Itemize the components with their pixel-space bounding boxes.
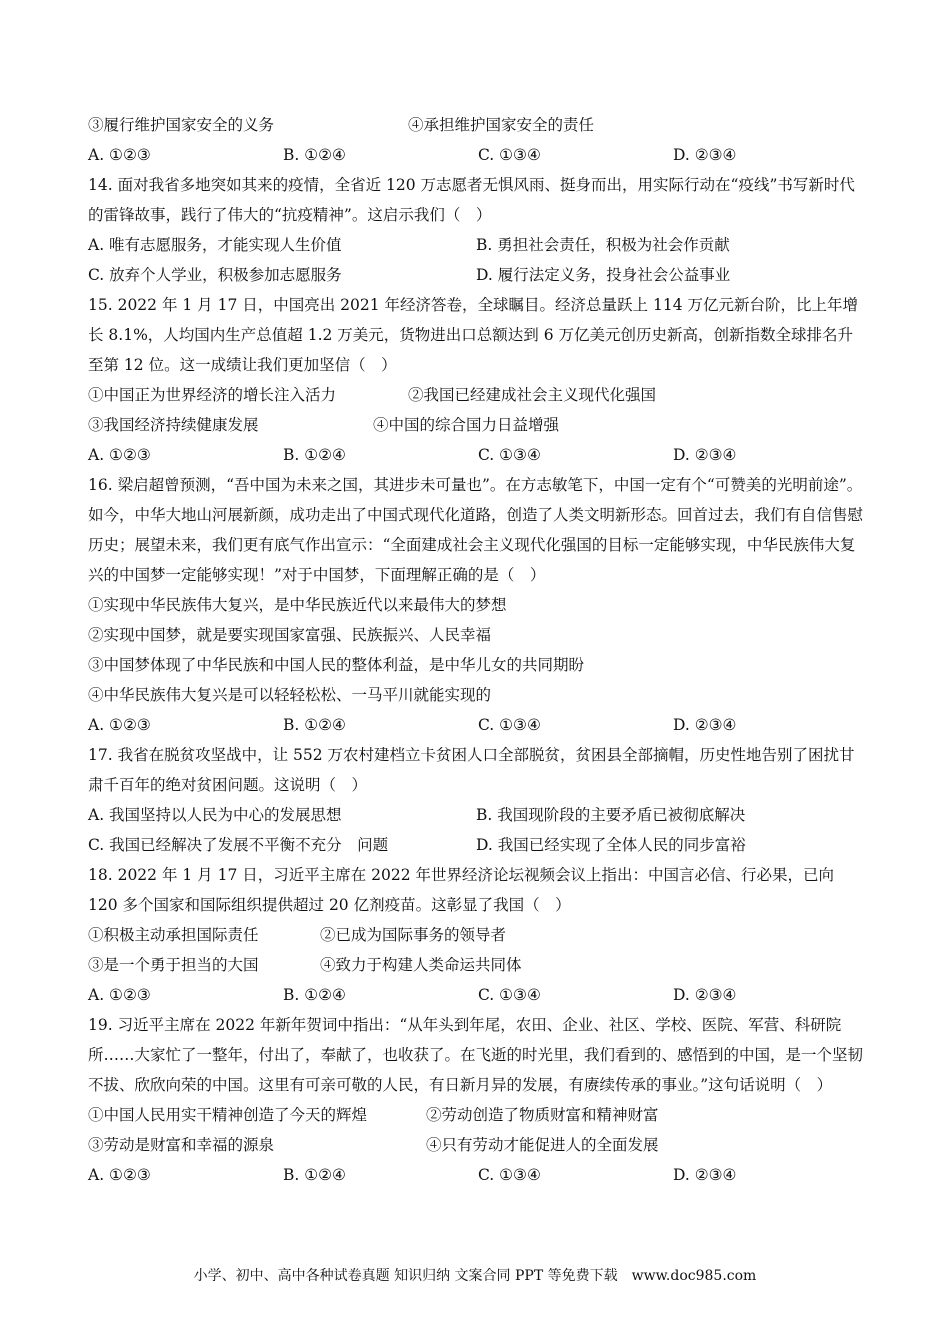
q19-option-a: A. ①②③	[88, 1166, 151, 1184]
q15-items-row-2	[88, 410, 868, 440]
q18-item-3: ③是一个勇于担当的大国	[88, 956, 259, 974]
q19-item-2: ②劳动创造了物质财富和精神财富	[426, 1106, 659, 1124]
q14-options-row-2	[88, 260, 868, 290]
q13-item-3: ③履行维护国家安全的义务	[88, 116, 275, 134]
q16-option-c: C. ①③④	[478, 716, 541, 734]
q17-option-c: C. 我国已经解决了发展不平衡不充分 问题	[88, 836, 389, 854]
q16-item-4: ④中华民族伟大复兴是可以轻轻松松、一马平川就能实现的	[88, 686, 492, 704]
q16-item-1: ①实现中华民族伟大复兴，是中华民族近代以来最伟大的梦想	[88, 596, 507, 614]
q17-stem: 17. 我省在脱贫攻坚战中，让 552 万农村建档立卡贫困人口全部脱贫，贫困县全部摘帽，历史性地告别了困扰甘肃千百年的绝对贫困问题。这说明（ ）	[88, 746, 855, 794]
q17-options-row-1	[88, 800, 868, 830]
q19-stem: 19. 习近平主席在 2022 年新年贺词中指出：“从年头到年尾，农田、企业、社区、学校、医院、军营、科研院所……大家忙了一整年，付出了，奉献了，也收获了。在飞逝的时光里，我们看到的、感悟到的中国，是一个坚韧不拔、欣欣向荣的中国。这里有可亲可敬的人民，有日新月异的发展，有赓续传承的事业。”这句话说明（ ）	[88, 1016, 864, 1094]
q15-item-1: ①中国正为世界经济的增长注入活力	[88, 386, 337, 404]
q16-option-b: B. ①②④	[283, 716, 346, 734]
q18-items-row-1	[88, 920, 868, 950]
q14-option-a: A. 唯有志愿服务，才能实现人生价值	[88, 236, 342, 254]
q14-options-row-1	[88, 230, 868, 260]
q15-option-a: A. ①②③	[88, 446, 151, 464]
q19-options	[88, 1160, 868, 1190]
q14-option-c: C. 放弃个人学业，积极参加志愿服务	[88, 266, 342, 284]
q18-stem: 18. 2022 年 1 月 17 日，习近平主席在 2022 年世界经济论坛视频会议上指出：中国言必信、行必果，已向 120 多个国家和国际组织提供超过 20 亿剂疫苗。这彰显了我国（ ）	[88, 866, 835, 914]
page-footer: 小学、初中、高中各种试卷真题 知识归纳 文案合同 PPT 等免费下载 www.doc985.com	[193, 1268, 757, 1284]
q16-item-2: ②实现中国梦，就是要实现国家富强、民族振兴、人民幸福	[88, 626, 492, 644]
q17-option-d: D. 我国已经实现了全体人民的同步富裕	[476, 836, 746, 854]
q14-stem: 14. 面对我省多地突如其来的疫情，全省近 120 万志愿者无惧风雨、挺身而出，用实际行动在“疫线”书写新时代的雷锋故事，践行了伟大的“抗疫精神”。这启示我们（ ）	[88, 176, 855, 224]
q15-items-row-1	[88, 380, 868, 410]
q14-option-b: B. 勇担社会责任，积极为社会作贡献	[476, 236, 730, 254]
q15-option-b: B. ①②④	[283, 446, 346, 464]
q15-item-2: ②我国已经建成社会主义现代化强国	[408, 386, 657, 404]
q17-option-b: B. 我国现阶段的主要矛盾已被彻底解决	[476, 806, 746, 824]
q19-option-c: C. ①③④	[478, 1166, 541, 1184]
q13-options	[88, 140, 868, 170]
q18-option-d: D. ②③④	[673, 986, 737, 1004]
q16-options	[88, 710, 868, 740]
q18-item-4: ④致力于构建人类命运共同体	[320, 956, 522, 974]
q15-option-c: C. ①③④	[478, 446, 541, 464]
q13-item-4: ④承担维护国家安全的责任	[408, 116, 595, 134]
q18-options	[88, 980, 868, 1010]
q18-option-c: C. ①③④	[478, 986, 541, 1004]
q18-items-row-2	[88, 950, 868, 980]
q14-option-d: D. 履行法定义务，投身社会公益事业	[476, 266, 731, 284]
q19-items-row-2	[88, 1130, 868, 1160]
q15-options	[88, 440, 868, 470]
q17-option-a: A. 我国坚持以人民为中心的发展思想	[88, 806, 342, 824]
q18-item-1: ①积极主动承担国际责任	[88, 926, 259, 944]
q15-stem: 15. 2022 年 1 月 17 日，中国亮出 2021 年经济答卷，全球瞩目。经济总量跃上 114 万亿元新台阶，比上年增长 8.1%，人均国内生产总值超 1.2 万美元，货物进出口总额达到 6 万亿美元创历史新高，创新指数全球排名升至第 12 位。这一成绩让我们更加坚信（ ）	[88, 296, 858, 374]
q15-item-3: ③我国经济持续健康发展	[88, 416, 259, 434]
q16-option-d: D. ②③④	[673, 716, 737, 734]
q19-item-3: ③劳动是财富和幸福的源泉	[88, 1136, 275, 1154]
q15-option-d: D. ②③④	[673, 446, 737, 464]
q19-item-1: ①中国人民用实干精神创造了今天的辉煌	[88, 1106, 368, 1124]
q16-option-a: A. ①②③	[88, 716, 151, 734]
q16-item-3: ③中国梦体现了中华民族和中国人民的整体利益，是中华儿女的共同期盼	[88, 656, 585, 674]
q13-option-b: B. ①②④	[283, 146, 346, 164]
q15-item-4: ④中国的综合国力日益增强	[373, 416, 560, 434]
q16-stem: 16. 梁启超曾预测，“吾中国为未来之国，其进步未可量也”。在方志敏笔下，中国一定有个“可赞美的光明前途”。如今，中华大地山河展新颜，成功走出了中国式现代化道路，创造了人类文明新形态。回首过去，我们有自信售慰历史；展望未来，我们更有底气作出宣示：“全面建成社会主义现代化强国的目标一定能够实现，中华民族伟大复兴的中国梦一定能够实现！”对于中国梦，下面理解正确的是（ ）	[88, 476, 864, 584]
q18-option-a: A. ①②③	[88, 986, 151, 1004]
q13-option-a: A. ①②③	[88, 146, 151, 164]
q13-items-row	[88, 110, 868, 140]
q19-items-row-1	[88, 1100, 868, 1130]
q19-item-4: ④只有劳动才能促进人的全面发展	[426, 1136, 659, 1154]
q13-option-c: C. ①③④	[478, 146, 541, 164]
q17-options-row-2	[88, 830, 868, 860]
q19-option-d: D. ②③④	[673, 1166, 737, 1184]
q19-option-b: B. ①②④	[283, 1166, 346, 1184]
exam-page	[88, 110, 868, 1190]
q18-item-2: ②已成为国际事务的领导者	[320, 926, 507, 944]
q18-option-b: B. ①②④	[283, 986, 346, 1004]
q13-option-d: D. ②③④	[673, 146, 737, 164]
